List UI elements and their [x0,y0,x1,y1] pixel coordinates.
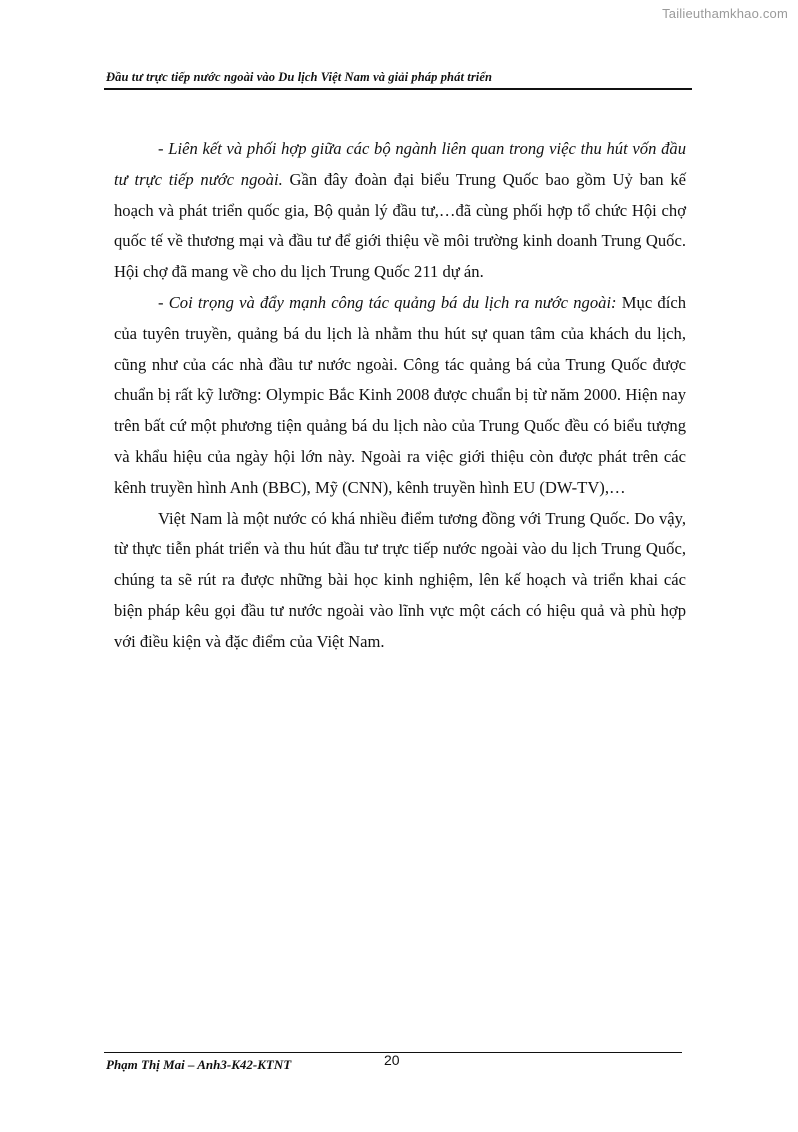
paragraph-cooperation [114,134,686,288]
paragraph-promotion [114,288,686,504]
header-rule [104,88,692,90]
paragraph-text: Việt Nam là một nước có khá nhiều điểm tương đồng với Trung Quốc. Do vậy, từ thực tiễn phát triển và thu hút đầu tư trực tiếp nước ngoài vào du lịch Trung Quốc, chúng ta sẽ rút ra được những bài học kinh nghiệm, lên kế hoạch và triển khai các biện pháp kêu gọi đầu tư nước ngoài vào lĩnh vực một cách có hiệu quả và phù hợp với điều kiện và đặc điểm của Việt Nam. [114,508,686,651]
paragraph-lead: - Coi trọng và đẩy mạnh công tác quảng bá du lịch ra nước ngoài: [158,292,617,312]
paragraph-text: Mục đích của tuyên truyền, quảng bá du lịch là nhằm thu hút sự quan tâm của khách du lịch, cũng như của các nhà đầu tư nước ngoài. Công tác quảng bá của Trung Quốc được chuẩn bị rất kỹ lưỡng: Olympic Bắc Kinh 2008 được chuẩn bị từ năm 2000. Hiện nay trên bất cứ một phương tiện quảng bá du lịch nào của Trung Quốc đều có biểu tượng và khẩu hiệu của ngày hội lớn này. Ngoài ra việc giới thiệu còn được phát trên các kênh truyền hình Anh (BBC), Mỹ (CNN), kênh truyền hình EU (DW-TV),… [114,292,686,497]
header-title: Đầu tư trực tiếp nước ngoài vào Du lịch Việt Nam và giải pháp phát triển [106,70,493,84]
watermark: Tailieuthamkhao.com [662,6,788,21]
paragraph-text: Gần đây đoàn đại biểu Trung Quốc bao gồm Uỷ ban kế hoạch và phát triển quốc gia, Bộ quản lý đầu tư,…đã cùng phối hợp tổ chức Hội chợ quốc tế về thương mại và đầu tư để giới thiệu về môi trường kinh doanh Trung Quốc. Hội chợ đã mang về cho du lịch Trung Quốc 211 dự án. [114,169,686,282]
paragraph-lead: - Liên kết và phối hợp giữa các bộ ngành liên quan trong việc thu hút vốn đầu tư trực tiếp nước ngoài. [114,139,686,189]
page-number: 20 [384,1052,400,1068]
footer-author: Phạm Thị Mai – Anh3-K42-KTNT [106,1057,292,1072]
page-header [104,70,692,90]
paragraph-conclusion [114,504,686,658]
document-body [114,134,686,658]
